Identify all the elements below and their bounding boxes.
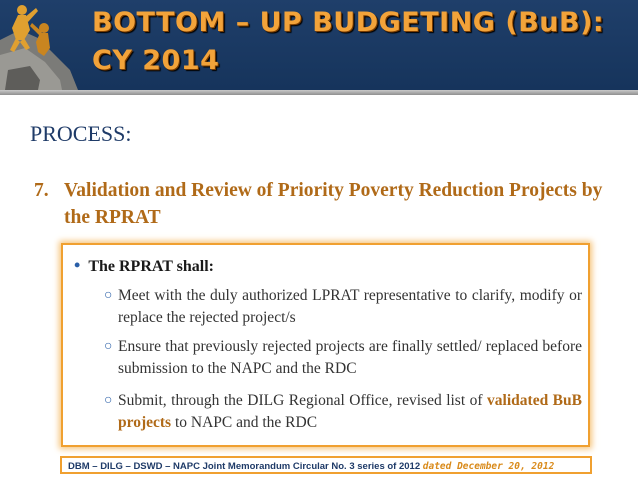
circle-bullet-icon: ○ <box>104 393 113 408</box>
title-line-1: BOTTOM – UP BUDGETING (BuB): <box>92 7 605 38</box>
climbers-logo <box>0 0 78 90</box>
header-divider <box>0 90 638 95</box>
highlighted-phrase: validated BuB projects <box>118 392 582 431</box>
footer-citation <box>60 456 592 474</box>
point-text: Validation and Review of Priority Poverty Reduction Projects by the RPRAT <box>64 180 603 228</box>
sub-item-text: Ensure that previously rejected projects are finally settled/ replaced before submission to the NAPC and the RDC <box>118 338 582 377</box>
sub-item-text-post: to NAPC and the RDC <box>171 414 318 431</box>
point-number: 7. <box>34 180 49 201</box>
circle-bullet-icon: ○ <box>104 288 113 303</box>
sub-item-text <box>118 390 582 434</box>
bullet-item <box>74 255 214 276</box>
bullet-text: The RPRAT shall: <box>88 258 214 275</box>
section-label: PROCESS: <box>30 121 132 146</box>
sub-item-text-pre: Submit, through the DILG Regional Office, revised list of <box>118 392 488 409</box>
bullet-dot-icon: • <box>74 255 81 275</box>
footer-text: DBM – DILG – DSWD – NAPC Joint Memorandum Circular No. 3 series of 2012 <box>68 461 423 472</box>
title-line-2: CY 2014 <box>92 45 220 76</box>
footer-date: dated December 20, 2012 <box>422 461 555 472</box>
sub-item-text: Meet with the duly authorized LPRAT representative to clarify, modify or replace the rejected project/s <box>118 287 582 326</box>
circle-bullet-icon: ○ <box>104 339 113 354</box>
slide-title <box>92 4 632 80</box>
